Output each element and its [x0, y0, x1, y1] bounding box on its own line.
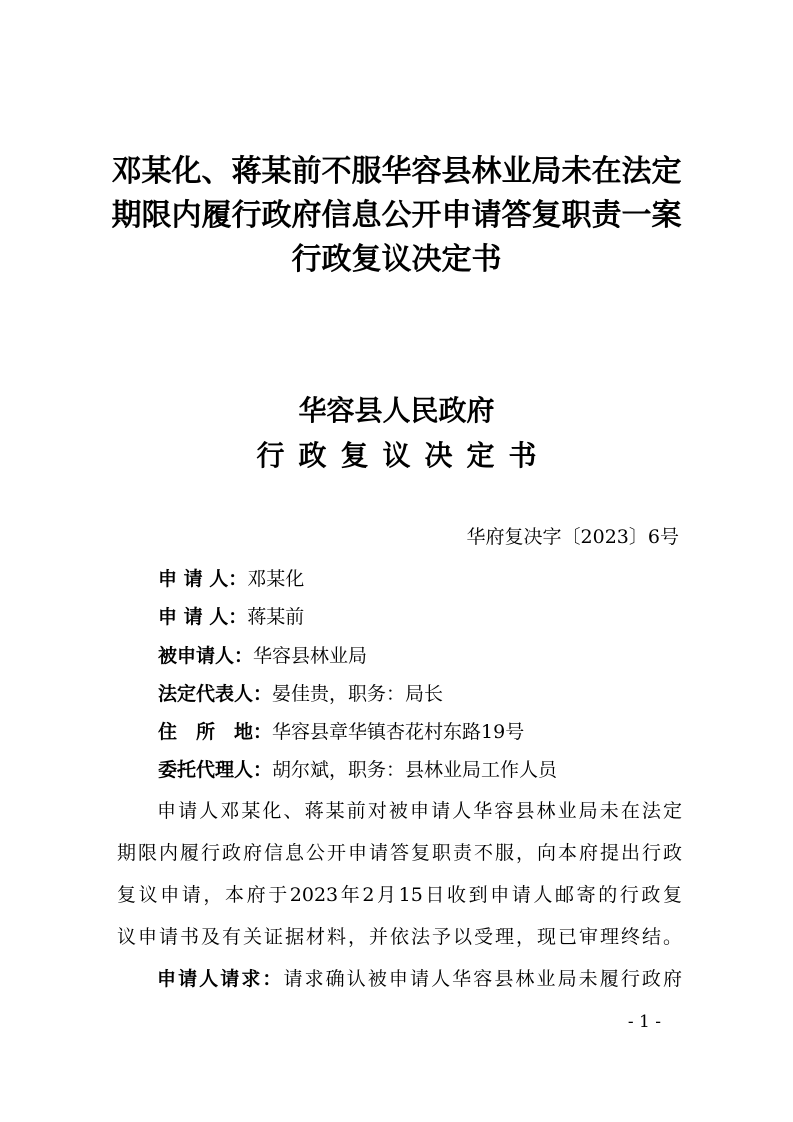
- request-label: 申请人请求：: [157, 968, 284, 990]
- paragraph-line: 申请人邓某化、蒋某前对被申请人华容县林业局未在法定: [157, 800, 682, 822]
- party-value: 蒋某前: [247, 606, 305, 629]
- party-row-applicant-1: [158, 560, 698, 598]
- paragraph-line: 复议申请，本府于2023年2月15日收到申请人邮寄的行政复: [117, 884, 682, 906]
- party-value: 华容县章华镇杏花村东路19号: [272, 721, 525, 744]
- party-value: 邓某化: [247, 568, 305, 590]
- issuing-authority-header: [100, 390, 693, 480]
- title-line-2: 期限内履行政府信息公开申请答复职责一案: [111, 198, 682, 233]
- paragraph-line: 议申请书及有关证据材料，并依法予以受理，现已审理终结。: [117, 926, 682, 948]
- party-label: 法定代表人：: [158, 682, 273, 705]
- paragraph-line: [117, 958, 682, 1000]
- title-line-1: 邓某化、蒋某前不服华容县林业局未在法定: [111, 154, 682, 189]
- party-value: 胡尔斌，职务：县林业局工作人员: [272, 759, 558, 782]
- party-row-legal-representative: [158, 675, 698, 713]
- document-title: [100, 150, 693, 282]
- party-row-address: [158, 713, 698, 751]
- party-label: 被申请人：: [158, 644, 254, 667]
- applicant-request-paragraph: [117, 958, 682, 1000]
- page-number: - 1 -: [627, 1012, 661, 1032]
- title-line-3: 行政复议决定书: [291, 242, 502, 277]
- party-value: 华容县林业局: [253, 644, 368, 667]
- party-list: [158, 560, 698, 790]
- document-number: 华府复决字〔2023〕6号: [466, 526, 679, 548]
- party-value: 晏佳贵，职务：局长: [272, 682, 444, 705]
- case-background-paragraph: [117, 790, 682, 958]
- organization-name: 华容县人民政府: [298, 394, 495, 427]
- request-text: 请求确认被申请人华容县林业局未履行政府: [283, 968, 682, 990]
- party-label: 申 请 人：: [158, 606, 248, 629]
- party-label: 住 所 地：: [158, 721, 273, 744]
- party-label: 申 请 人：: [158, 568, 248, 590]
- party-label: 委托代理人：: [158, 759, 273, 782]
- decision-body: [117, 790, 682, 1000]
- party-row-respondent: [158, 637, 698, 675]
- party-row-agent: [158, 751, 698, 789]
- party-row-applicant-2: [158, 598, 698, 636]
- document-type: 行政复议决定书: [256, 439, 551, 472]
- paragraph-line: 期限内履行政府信息公开申请答复职责不服，向本府提出行政: [117, 842, 682, 864]
